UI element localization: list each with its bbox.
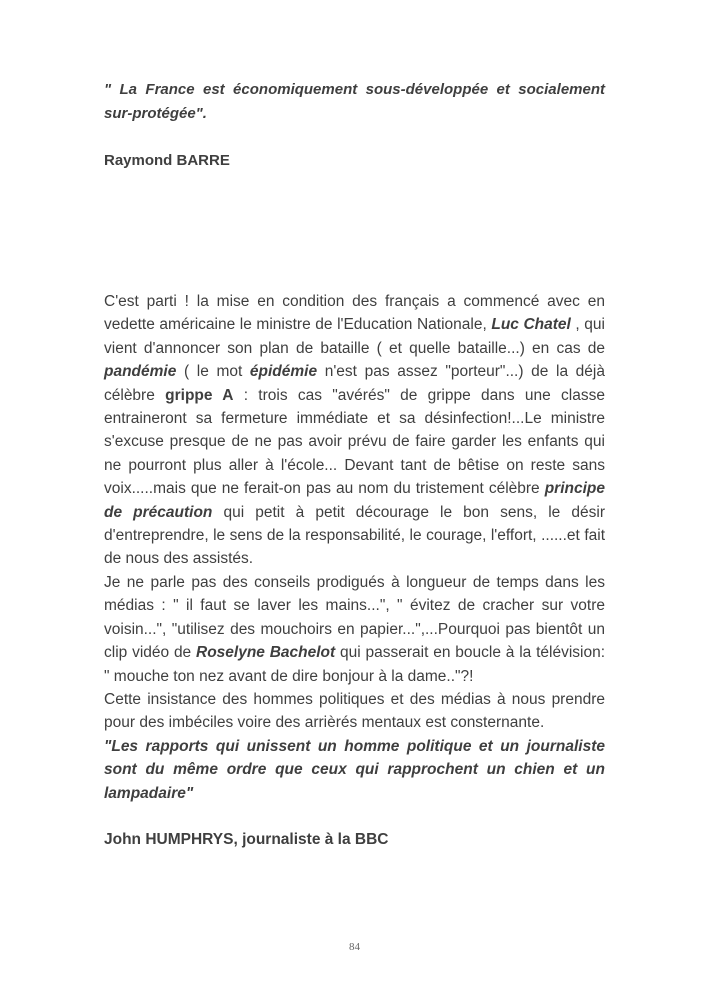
term-epidemie: épidémie	[249, 363, 318, 381]
name-luc-chatel: Luc Chatel	[491, 316, 571, 334]
p1-text-4: n'est pas assez "porteur"...) de la déjà célèbre	[104, 363, 605, 404]
body-text	[104, 290, 605, 851]
paragraph-3: Cette insistance des hommes politiques et des médias à nous prendre pour des imbéciles voire des arrièrés mentaux est consternante.	[104, 690, 605, 732]
term-principe-precaution: principe de précaution	[104, 480, 605, 521]
closing-quote: "Les rapports qui unissent un homme politique et un journaliste sont du même ordre que ceux qui rapprochent un chien et un lampadaire"	[104, 737, 605, 802]
name-roselyne-bachelot: Roselyne Bachelot	[196, 644, 336, 662]
p2-text-2: qui passerait en boucle à la télévision: " mouche ton nez avant de dire bonjour à la dame.."?!	[104, 644, 606, 685]
p1-text-2: , qui vient d'annoncer son plan de bataille ( et quelle bataille...) en cas de	[104, 316, 605, 357]
p1-text-1: C'est parti ! la mise en condition des français a commencé avec en vedette américaine le ministre de l'Education Nationale,	[104, 293, 605, 334]
p1-text-3: ( le mot	[176, 363, 250, 381]
term-pandemie: pandémie	[104, 363, 177, 381]
closing-author: John HUMPHRYS, journaliste à la BBC	[104, 830, 389, 848]
page-number: 84	[349, 941, 360, 953]
epigraph-author: Raymond BARRE	[104, 152, 230, 169]
paragraph-2	[104, 571, 605, 688]
p1-text-6: qui petit à petit décourage le bon sens, le désir d'entreprendre, le sens de la responsabilité, le courage, l'effort, ......et fait de nous des assistés.	[104, 503, 605, 568]
term-grippe-a: grippe A	[165, 386, 234, 404]
p2-text-1: Je ne parle pas des conseils prodigués à longueur de temps dans les médias : " il faut se laver les mains...", " évitez de cracher sur votre voisin...", "utilisez des mouchoirs en papier...",...Pourquoi pas bientôt un clip vidéo de	[104, 573, 605, 662]
epigraph-quote: " La France est économiquement sous-développée et socialement sur-protégée".	[104, 81, 605, 122]
page-content	[104, 78, 605, 851]
p1-text-5: : trois cas "avérés" de grippe dans une classe entraineront sa fermeture immédiate et sa désinfection!...Le ministre s'excuse presque de ne pas avoir prévu de faire garder les enfants qui ne pourront plus aller à l'école... Devant tant de bêtise on reste sans voix.....mais que ne ferait-on pas au nom du tristement célèbre	[104, 386, 605, 498]
paragraph-1	[104, 290, 605, 571]
